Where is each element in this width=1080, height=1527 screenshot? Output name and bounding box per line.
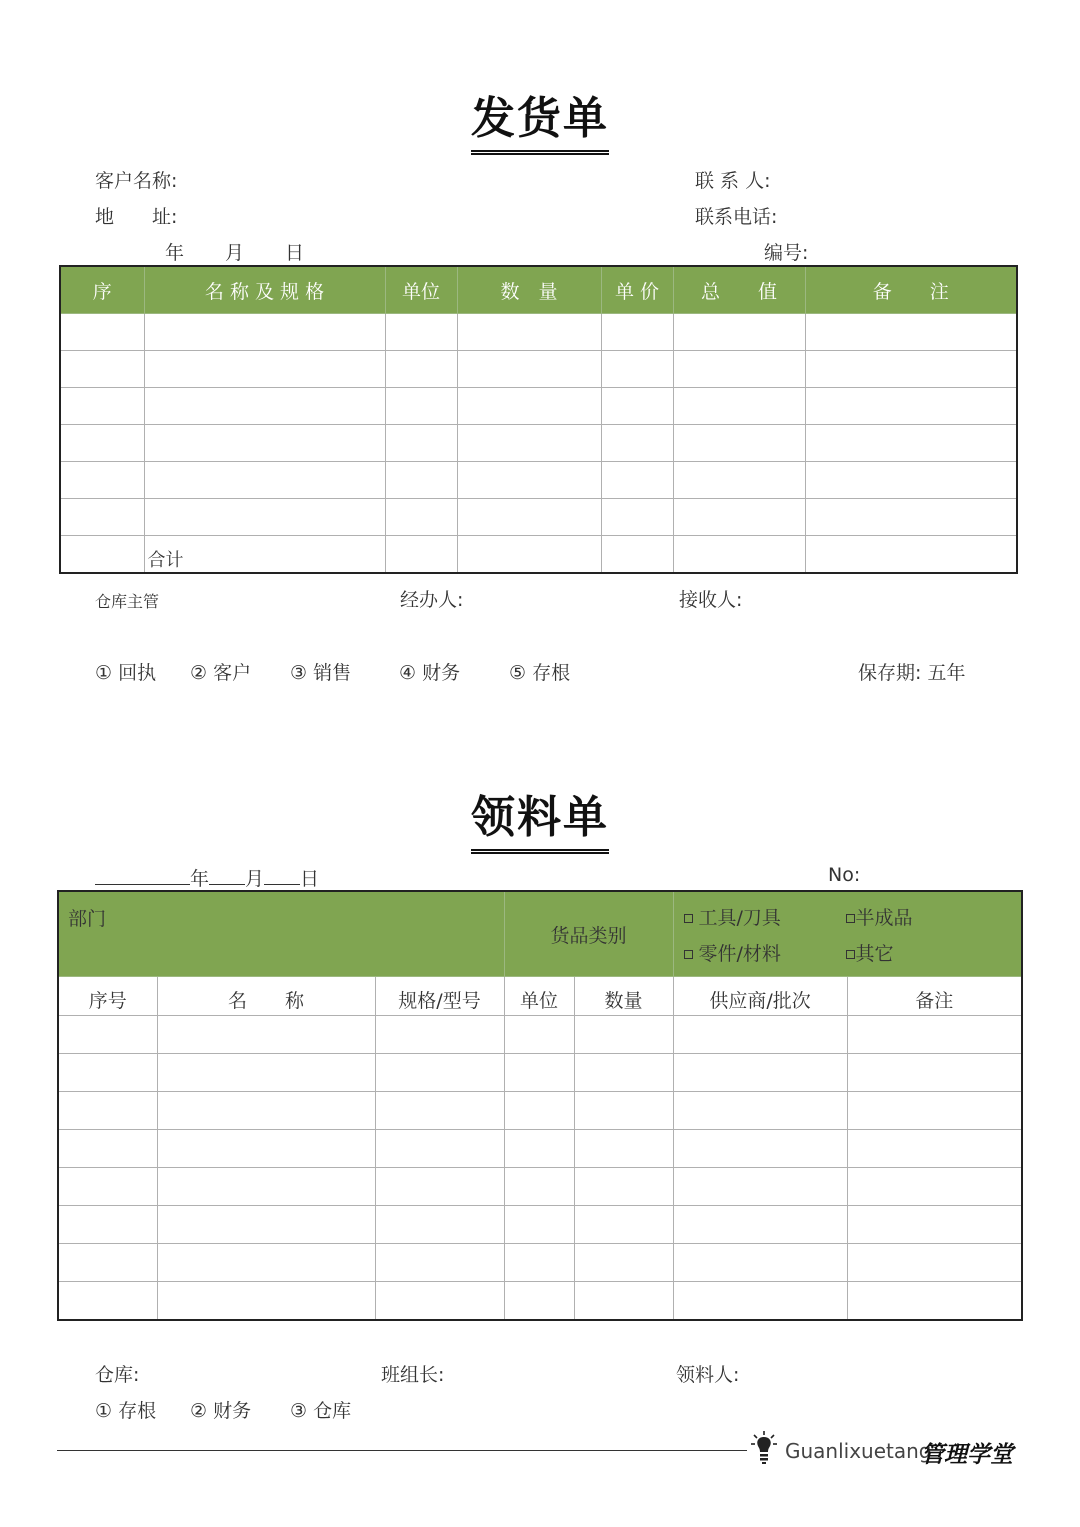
copy-warehouse: ③ 仓库	[290, 1400, 352, 1422]
year-label: 年	[190, 868, 210, 890]
receiver-label: 接收人:	[679, 589, 743, 611]
col-quantity: 数量	[574, 977, 673, 1016]
table-row	[60, 351, 1017, 388]
table-row	[60, 388, 1017, 425]
col-unit-price: 单 价	[601, 266, 673, 314]
table-row	[58, 1092, 1022, 1130]
year-blank[interactable]	[95, 866, 190, 885]
table-row	[58, 1168, 1022, 1206]
table-row	[60, 462, 1017, 499]
copy-finance: ② 财务	[190, 1400, 252, 1422]
team-leader-label: 班组长:	[381, 1364, 445, 1386]
address-label: 地 址:	[95, 206, 178, 228]
month-blank[interactable]	[209, 866, 245, 885]
date-month-label: 月	[225, 242, 245, 264]
checkbox-icon[interactable]	[684, 914, 693, 923]
day-blank[interactable]	[264, 866, 300, 885]
col-name: 名 称	[157, 977, 375, 1016]
warehouse-manager-label: 仓库主管	[95, 592, 160, 611]
table-row	[60, 425, 1017, 462]
checkbox-icon[interactable]	[684, 950, 693, 959]
col-remarks: 备注	[847, 977, 1022, 1016]
col-unit: 单位	[504, 977, 574, 1016]
picker-label: 领料人:	[676, 1364, 740, 1386]
contact-person-label: 联 系 人:	[695, 170, 771, 192]
category-options	[673, 891, 1022, 977]
invoice-table	[59, 265, 1018, 574]
table-row	[58, 1244, 1022, 1282]
table-row	[58, 1206, 1022, 1244]
requisition-table	[57, 890, 1023, 1321]
table-row	[58, 1282, 1022, 1321]
requisition-date	[95, 864, 319, 891]
copy-finance: ④ 财务	[399, 662, 461, 684]
col-remarks: 备 注	[805, 266, 1017, 314]
department-cell[interactable]	[58, 891, 504, 977]
lightbulb-icon	[750, 1430, 778, 1466]
brand-name-cn: 管理学堂	[921, 1441, 1013, 1468]
number-label: 编号:	[764, 242, 809, 264]
copy-customer: ② 客户	[190, 662, 252, 684]
retention-period: 保存期: 五年	[858, 662, 966, 684]
invoice-title: 发货单	[0, 82, 1080, 155]
col-quantity: 数 量	[457, 266, 601, 314]
option-tools[interactable]: 工具/刀具	[684, 903, 846, 930]
copy-receipt: ① 回执	[95, 662, 157, 684]
option-semi-finished[interactable]: 半成品	[846, 903, 913, 930]
col-spec-model: 规格/型号	[375, 977, 504, 1016]
department-label: 部门	[68, 908, 107, 930]
checkbox-icon[interactable]	[846, 950, 855, 959]
copy-stub: ① 存根	[95, 1400, 157, 1422]
table-row	[58, 1054, 1022, 1092]
table-row	[60, 314, 1017, 351]
checkbox-icon[interactable]	[846, 914, 855, 923]
table-row	[58, 1016, 1022, 1054]
handler-label: 经办人:	[400, 589, 464, 611]
date-day-label: 日	[285, 242, 305, 264]
phone-label: 联系电话:	[695, 206, 778, 228]
category-label: 货品类别	[504, 891, 673, 977]
brand-name-en: Guanlixuetang	[785, 1439, 932, 1463]
col-index: 序	[60, 266, 144, 314]
date-year-label: 年	[165, 242, 185, 264]
warehouse-label: 仓库:	[95, 1364, 140, 1386]
month-label: 月	[245, 868, 265, 890]
customer-name-label: 客户名称:	[95, 170, 178, 192]
col-supplier-batch: 供应商/批次	[673, 977, 847, 1016]
copy-stub: ⑤ 存根	[509, 662, 571, 684]
requisition-info-row	[58, 891, 1022, 977]
option-parts[interactable]: 零件/材料	[684, 939, 846, 966]
table-row	[60, 499, 1017, 536]
total-row	[60, 536, 1017, 574]
copy-sales: ③ 销售	[290, 662, 352, 684]
requisition-header-row	[58, 977, 1022, 1016]
col-unit: 单位	[385, 266, 457, 314]
col-name-spec: 名 称 及 规 格	[144, 266, 385, 314]
option-other[interactable]: 其它	[846, 939, 894, 966]
day-label: 日	[300, 868, 320, 890]
col-total-value: 总 值	[673, 266, 805, 314]
col-serial: 序号	[58, 977, 157, 1016]
table-row	[58, 1130, 1022, 1168]
requisition-no-label: No:	[828, 864, 861, 886]
requisition-title: 领料单	[0, 781, 1080, 854]
total-label: 合计	[144, 536, 385, 574]
invoice-header-row	[60, 266, 1017, 314]
footer-divider	[57, 1450, 747, 1451]
